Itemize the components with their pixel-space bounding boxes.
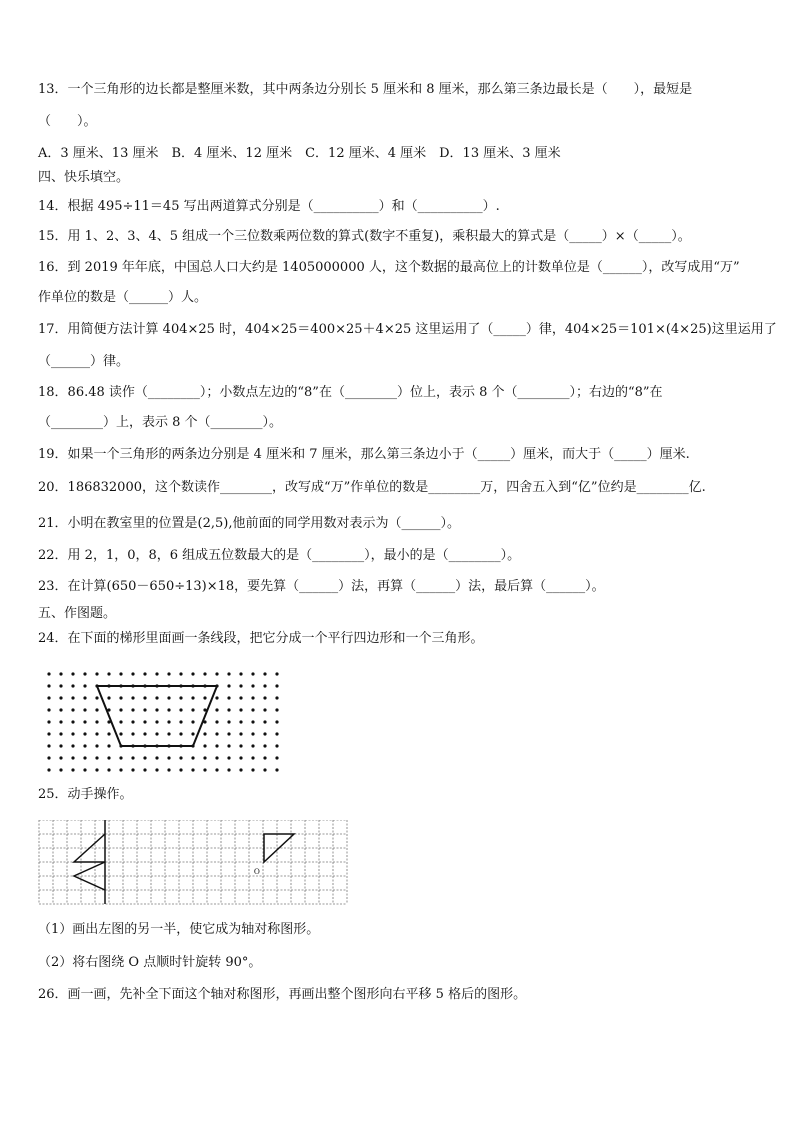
grid-dot xyxy=(107,756,110,759)
grid-dot xyxy=(95,708,98,711)
q23: 23．在计算(650－650÷13)×18，要先算（______）法，再算（______）法，最后算（______）。 xyxy=(38,579,605,594)
grid-dot xyxy=(131,696,134,699)
grid-dot xyxy=(215,696,218,699)
left-half-figure xyxy=(74,834,105,890)
grid-dot xyxy=(83,684,86,687)
grid-dot xyxy=(251,684,254,687)
grid-dot xyxy=(227,744,230,747)
grid-dot xyxy=(59,744,62,747)
grid-dot xyxy=(179,720,182,723)
grid-dot xyxy=(107,768,110,771)
grid-dot xyxy=(191,732,194,735)
q19: 19．如果一个三角形的两条边分别是 4 厘米和 7 厘米，那么第三条边小于（_____）厘米，而大于（_____）厘米. xyxy=(38,447,690,462)
grid-dot xyxy=(119,756,122,759)
grid-dot xyxy=(251,720,254,723)
grid-dot xyxy=(251,708,254,711)
grid-dot xyxy=(59,672,62,675)
grid-dot xyxy=(251,768,254,771)
grid-dot xyxy=(191,708,194,711)
grid-dot xyxy=(275,708,278,711)
grid-dot xyxy=(263,768,266,771)
grid-dot xyxy=(131,768,134,771)
q16-line1: 16．到 2019 年年底，中国总人口大约是 1405000000 人，这个数据的最高位上的计数单位是（______），改写成用“万” xyxy=(38,260,740,275)
grid-dot xyxy=(251,696,254,699)
grid-dot xyxy=(179,696,182,699)
grid-dot xyxy=(47,720,50,723)
grid-dot xyxy=(143,732,146,735)
grid-dot xyxy=(59,732,62,735)
grid-dot xyxy=(95,672,98,675)
grid-dot xyxy=(167,672,170,675)
q25-sub2: （2）将右图绕 O 点顺时针旋转 90°。 xyxy=(38,955,262,970)
grid-dot xyxy=(47,732,50,735)
grid-dot xyxy=(83,708,86,711)
grid-dot xyxy=(71,684,74,687)
grid-dot xyxy=(71,696,74,699)
grid-dot xyxy=(263,744,266,747)
grid-dot xyxy=(107,696,110,699)
grid-dot xyxy=(131,672,134,675)
grid-dot xyxy=(179,708,182,711)
q13-line1: 13．一个三角形的边长都是整厘米数，其中两条边分别长 5 厘米和 8 厘米，那么第三条边最长是（ ），最短是 xyxy=(38,82,693,97)
grid-dot xyxy=(263,696,266,699)
grid-dot xyxy=(143,768,146,771)
grid-dot xyxy=(227,732,230,735)
grid-dot xyxy=(47,696,50,699)
grid-dot xyxy=(71,768,74,771)
grid-dot xyxy=(179,768,182,771)
grid-dot xyxy=(167,732,170,735)
grid-dot xyxy=(275,768,278,771)
grid-dot xyxy=(215,732,218,735)
grid-dot xyxy=(179,756,182,759)
grid-dot xyxy=(95,756,98,759)
grid-dot xyxy=(155,696,158,699)
grid-dot xyxy=(215,720,218,723)
grid-dot xyxy=(155,768,158,771)
q22: 22．用 2，1，0，8，6 组成五位数最大的是（________），最小的是（________）。 xyxy=(38,548,521,563)
q25-sub1: （1）画出左图的另一半，使它成为轴对称图形。 xyxy=(38,922,320,937)
grid-dot xyxy=(119,768,122,771)
grid-dot xyxy=(227,684,230,687)
q13-line2: （ ）。 xyxy=(38,114,97,129)
grid-dot xyxy=(131,708,134,711)
grid-dot xyxy=(275,672,278,675)
grid-dot xyxy=(191,696,194,699)
q26: 26．画一画，先补全下面这个轴对称图形，再画出整个图形向右平移 5 格后的图形。 xyxy=(38,987,527,1002)
grid-dot xyxy=(227,672,230,675)
grid-dot xyxy=(71,720,74,723)
grid-dot xyxy=(155,708,158,711)
point-o-label: O xyxy=(254,867,260,876)
grid-dot xyxy=(191,720,194,723)
q13-options: A．3 厘米、13 厘米 B．4 厘米、12 厘米 C．12 厘米、4 厘米 D．13 厘米、3 厘米 xyxy=(38,146,561,161)
trapezoid-shape xyxy=(97,686,217,746)
grid-dot xyxy=(203,732,206,735)
grid-dot xyxy=(227,768,230,771)
grid-dot xyxy=(155,756,158,759)
grid-dot xyxy=(119,732,122,735)
grid-dot xyxy=(131,756,134,759)
dot-grid xyxy=(47,672,278,771)
grid-dot xyxy=(155,672,158,675)
grid-dot xyxy=(131,720,134,723)
q24-dot-grid-figure xyxy=(40,662,300,772)
grid-dot xyxy=(263,672,266,675)
grid-dot xyxy=(215,744,218,747)
q20: 20．186832000，这个数读作________，改写成“万”作单位的数是________万，四舍五入到“亿”位约是________亿. xyxy=(38,480,706,495)
grid-dot xyxy=(239,708,242,711)
q16-line2: 作单位的数是（______）人。 xyxy=(38,290,208,305)
grid-dot xyxy=(119,672,122,675)
grid-dot xyxy=(191,672,194,675)
grid-dot xyxy=(275,684,278,687)
grid-dot xyxy=(251,744,254,747)
grid-dot xyxy=(47,708,50,711)
section-4-heading: 四、快乐填空。 xyxy=(38,170,130,185)
section-5-heading: 五、作图题。 xyxy=(38,606,117,621)
grid-dot xyxy=(143,708,146,711)
grid-dot xyxy=(227,696,230,699)
grid-dot xyxy=(275,756,278,759)
grid-dot xyxy=(167,768,170,771)
grid-dot xyxy=(59,708,62,711)
grid-dot xyxy=(143,672,146,675)
grid-dot xyxy=(59,768,62,771)
grid-dot xyxy=(107,744,110,747)
grid-dot xyxy=(227,756,230,759)
grid-dot xyxy=(95,732,98,735)
grid-dot xyxy=(239,732,242,735)
grid-dot xyxy=(71,672,74,675)
grid-dot xyxy=(275,696,278,699)
grid-dot xyxy=(239,744,242,747)
q18-line2: （________）上，表示 8 个（________）。 xyxy=(38,415,283,430)
grid-dot xyxy=(47,684,50,687)
grid-dot xyxy=(275,720,278,723)
grid-dot xyxy=(263,756,266,759)
grid-dot xyxy=(203,756,206,759)
grid-dot xyxy=(215,768,218,771)
grid-dot xyxy=(47,744,50,747)
grid-dot xyxy=(191,756,194,759)
q25-square-grid-figure xyxy=(38,820,360,906)
grid-dot xyxy=(275,732,278,735)
grid-dot xyxy=(95,768,98,771)
grid-dot xyxy=(263,720,266,723)
grid-dot xyxy=(119,720,122,723)
grid-dot xyxy=(83,732,86,735)
grid-dot xyxy=(215,672,218,675)
grid-dot xyxy=(191,768,194,771)
grid-dot xyxy=(155,732,158,735)
grid-dot xyxy=(239,684,242,687)
grid-dot xyxy=(203,696,206,699)
q25-title: 25．动手操作。 xyxy=(38,787,133,802)
grid-dot xyxy=(71,744,74,747)
grid-dot xyxy=(227,720,230,723)
grid-dot xyxy=(239,672,242,675)
grid-dot xyxy=(47,672,50,675)
grid-dot xyxy=(71,732,74,735)
grid-dot xyxy=(143,756,146,759)
grid-dot xyxy=(83,720,86,723)
grid-dot xyxy=(83,768,86,771)
grid-dot xyxy=(83,696,86,699)
grid-dot xyxy=(167,696,170,699)
grid-dot xyxy=(215,708,218,711)
grid-dot xyxy=(239,696,242,699)
grid-dot xyxy=(83,744,86,747)
grid-dot xyxy=(263,732,266,735)
q14: 14．根据 495÷11＝45 写出两道算式分别是（__________）和（__________）. xyxy=(38,199,500,214)
grid-dot xyxy=(47,768,50,771)
grid-dot xyxy=(131,732,134,735)
grid-dot xyxy=(239,720,242,723)
grid-dot xyxy=(95,720,98,723)
grid-dot xyxy=(47,756,50,759)
grid-dot xyxy=(263,684,266,687)
grid-dot xyxy=(59,684,62,687)
q18-line1: 18．86.48 读作（________）；小数点左边的“8”在（________）位上，表示 8 个（________）；右边的“8”在 xyxy=(38,385,663,400)
grid-dot xyxy=(263,708,266,711)
grid-dot xyxy=(59,696,62,699)
q17-line1: 17．用简便方法计算 404×25 时，404×25＝400×25＋4×25 这里运用了（_____）律，404×25＝101×(4×25)这里运用了 xyxy=(38,322,777,337)
grid-dot xyxy=(71,756,74,759)
grid-dot xyxy=(107,732,110,735)
grid-dot xyxy=(179,732,182,735)
grid-dot xyxy=(155,720,158,723)
q15: 15．用 1、2、3、4、5 组成一个三位数乘两位数的算式(数字不重复)，乘积最大的算式是（_____）×（_____）。 xyxy=(38,229,691,244)
grid-dot xyxy=(59,756,62,759)
grid-dot xyxy=(83,756,86,759)
grid-dot xyxy=(239,768,242,771)
grid-dot xyxy=(227,708,230,711)
grid-dot xyxy=(239,756,242,759)
grid-dot xyxy=(251,672,254,675)
grid-dot xyxy=(203,672,206,675)
grid-dot xyxy=(275,744,278,747)
grid-dot xyxy=(119,696,122,699)
q17-line2: （______）律。 xyxy=(38,354,130,369)
grid-dot xyxy=(143,696,146,699)
grid-dot xyxy=(59,720,62,723)
grid-dot xyxy=(119,708,122,711)
grid-dot xyxy=(167,756,170,759)
grid-dot xyxy=(179,672,182,675)
grid-dot xyxy=(203,768,206,771)
grid-dot xyxy=(167,708,170,711)
grid-dot xyxy=(167,720,170,723)
grid-dot xyxy=(251,756,254,759)
grid-dot xyxy=(203,744,206,747)
grid-dot xyxy=(215,756,218,759)
grid-dot xyxy=(71,708,74,711)
grid-dot xyxy=(143,720,146,723)
q24: 24．在下面的梯形里面画一条线段，把它分成一个平行四边形和一个三角形。 xyxy=(38,631,484,646)
grid-dot xyxy=(83,672,86,675)
q21: 21．小明在教室里的位置是(2,5),他前面的同学用数对表示为（______）。 xyxy=(38,516,460,531)
grid-dot xyxy=(107,672,110,675)
grid-dot xyxy=(95,696,98,699)
grid-dot xyxy=(251,732,254,735)
grid-dot xyxy=(95,744,98,747)
